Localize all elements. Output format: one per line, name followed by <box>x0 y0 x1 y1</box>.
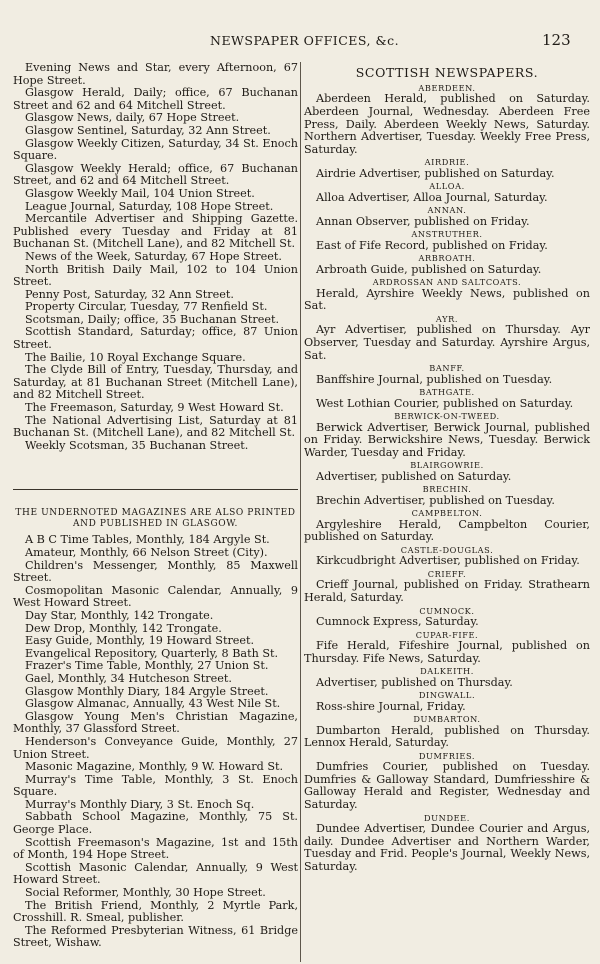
town-entry <box>304 508 590 544</box>
list-item: Children's Messenger, Monthly, 85 Maxwell Street. <box>13 558 298 585</box>
two-column-body <box>13 61 590 964</box>
list-item: Mercantile Advertiser and Shipping Gazette. Published every Tuesday and Friday at 81 Buchanan St. (Mitchell Lane), and 82 Mitchell St. <box>13 212 298 251</box>
list-item: Glasgow News, daily, 67 Hope Street. <box>25 111 240 125</box>
list-item: The National Advertising List, Saturday at 81 Buchanan St. (Mitchell Lane), and 82 Mitchell St. <box>13 413 298 440</box>
town-entry <box>304 460 590 483</box>
town-newspapers: Berwick Advertiser, Berwick Journal, published on Friday. Berwickshire News, Tuesday. Berwick Warder, Tuesday and Friday. <box>304 420 590 459</box>
list-item: The Reformed Presbyterian Witness, 61 Bridge Street, Wishaw. <box>13 923 298 950</box>
town-entry <box>304 484 590 507</box>
town-heading: CRIEFF. <box>427 568 467 579</box>
list-item: Sabbath School Magazine, Monthly, 75 St. George Place. <box>13 810 298 837</box>
town-heading: BERWICK-ON-TWEED. <box>394 411 500 422</box>
list-item: Henderson's Conveyance Guide, Monthly, 27 Union Street. <box>13 734 298 761</box>
town-newspapers: Cumnock Express, Saturday. <box>316 614 479 628</box>
town-entry <box>304 229 590 252</box>
list-item: Glasgow Weekly Mail, 104 Union Street. <box>25 186 255 200</box>
town-entry <box>304 545 590 568</box>
town-newspapers: Argyleshire Herald, Campbelton Courier, published on Saturday. <box>304 517 590 544</box>
list-item: Cosmopolitan Masonic Calendar, Annually, 9 West Howard Street. <box>13 583 298 610</box>
town-newspapers: Ayr Advertiser, published on Thursday. Ayr Observer, Tuesday and Saturday. Ayrshire Argus, Sat. <box>304 323 590 362</box>
list-item: Evangelical Repository, Quarterly, 8 Bath St. <box>25 646 279 660</box>
town-heading: DINGWALL. <box>418 690 476 701</box>
town-newspapers: Herald, Ayrshire Weekly News, published on Sat. <box>304 286 590 313</box>
magazines-heading-line: AND PUBLISHED IN GLASGOW. <box>73 519 238 530</box>
town-newspapers: Airdrie Advertiser, published on Saturday. <box>316 166 555 180</box>
list-item: Glasgow Weekly Herald; office, 67 Buchanan Street, and 62 and 64 Mitchell Street. <box>13 161 298 188</box>
town-heading: CUMNOCK. <box>419 605 475 616</box>
town-newspapers: Brechin Advertiser, published on Tuesday. <box>316 493 555 507</box>
town-newspapers: Dundee Advertiser, Dundee Courier and Argus, daily. Dundee Advertiser and Northern Warder, Tuesday and Frid. People's Journal, Weekly News, Saturday. <box>304 821 590 873</box>
list-item: Glasgow Weekly Citizen, Saturday, 34 St. Enoch Square. <box>13 136 298 163</box>
town-heading: ABERDEEN. <box>418 83 476 93</box>
right-column <box>304 62 590 873</box>
list-item: Masonic Magazine, Monthly, 9 W. Howard St. <box>25 760 284 774</box>
town-heading: BATHGATE. <box>419 387 475 398</box>
list-item: Penny Post, Saturday, 32 Ann Street. <box>25 287 234 301</box>
town-newspapers: Kirkcudbright Advertiser, published on Friday. <box>316 554 580 568</box>
list-item: Gael, Monthly, 34 Hutcheson Street. <box>25 671 232 685</box>
list-item: Scottish Masonic Calendar, Annually, 9 West Howard Street. <box>13 860 298 887</box>
town-heading: AIRDRIE. <box>424 157 470 168</box>
list-item: Frazer's Time Table, Monthly, 27 Union St. <box>25 659 269 673</box>
town-entry <box>304 157 590 180</box>
column-divider <box>300 62 301 962</box>
list-item: Amateur, Monthly, 66 Nelson Street (City). <box>25 546 268 559</box>
town-entry <box>304 277 590 313</box>
town-newspapers: Banffshire Journal, published on Tuesday. <box>316 372 553 386</box>
town-entry <box>304 751 590 812</box>
list-item: Scottish Freemason's Magazine, 1st and 15th of Month, 194 Hope Street. <box>13 835 298 862</box>
town-entry <box>304 83 590 156</box>
town-newspapers: Dumfries Courier, published on Tuesday. Dumfries & Galloway Standard, Dumfriesshire & Galloway Herald and Register, Wednesday and Saturday. <box>304 760 590 811</box>
left-column <box>13 62 298 950</box>
list-item: North British Daily Mail, 102 to 104 Union Street. <box>13 262 298 289</box>
list-item: Scottish Standard, Saturday; office, 87 Union Street. <box>13 325 298 352</box>
town-heading: ANSTRUTHER. <box>411 229 483 240</box>
list-item: The Bailie, 10 Royal Exchange Square. <box>25 350 246 364</box>
list-item: The British Friend, Monthly, 2 Myrtle Park, Crosshill. R. Smeal, publisher. <box>13 898 298 925</box>
list-item: Murray's Time Table, Monthly, 3 St. Enoch Square. <box>13 772 298 799</box>
list-item: Murray's Monthly Diary, 3 St. Enoch Sq. <box>25 797 255 811</box>
list-item: Weekly Scotsman, 35 Buchanan Street. <box>25 438 249 452</box>
town-heading: BRECHIN. <box>422 484 472 495</box>
town-heading: CASTLE-DOUGLAS. <box>400 544 494 555</box>
town-newspapers: Dumbarton Herald, published on Thursday. Lennox Herald, Saturday. <box>304 723 590 750</box>
magazines-list <box>13 534 298 950</box>
town-newspapers: Alloa Advertiser, Alloa Journal, Saturday. <box>316 190 548 204</box>
list-item: Evening News and Star, every Afternoon, 67 Hope Street. <box>13 61 298 87</box>
glasgow-newspapers-list <box>13 62 298 452</box>
list-item: The Freemason, Saturday, 9 West Howard St. <box>25 401 284 415</box>
town-entry <box>304 387 590 410</box>
town-entry <box>304 569 590 605</box>
town-newspapers: Annan Observer, published on Friday. <box>316 214 530 228</box>
town-heading: ARDROSSAN AND SALTCOATS. <box>372 277 522 288</box>
running-head: NEWSPAPER OFFICES, &c. <box>210 33 400 48</box>
town-entry <box>304 363 590 386</box>
list-item: Glasgow Almanac, Annually, 43 West Nile St. <box>25 697 281 711</box>
town-entry <box>304 630 590 666</box>
town-newspapers: Fife Herald, Fifeshire Journal, published on Thursday. Fife News, Saturday. <box>304 638 590 665</box>
town-entry <box>304 205 590 228</box>
town-newspapers: Advertiser, published on Saturday. <box>316 469 512 483</box>
list-item: A B C Time Tables, Monthly, 184 Argyle St. <box>25 533 270 547</box>
town-heading: DALKEITH. <box>420 666 474 677</box>
town-heading: BLAIRGOWRIE. <box>410 460 484 471</box>
town-heading: ANNAN. <box>427 205 467 216</box>
town-heading: ARBROATH. <box>418 253 476 264</box>
town-entry <box>304 690 590 713</box>
list-item: Scotsman, Daily; office, 35 Buchanan Street. <box>25 312 279 326</box>
town-entry <box>304 606 590 629</box>
town-heading: ALLOA. <box>429 181 465 192</box>
town-entry <box>304 314 590 362</box>
town-newspapers: Aberdeen Herald, published on Saturday. Aberdeen Journal, Wednesday. Aberdeen Free Press, Daily. Aberdeen Weekly News, Saturday. Northern Advertiser, Tuesday. Weekly Free Press, Saturday. <box>304 92 590 156</box>
list-item: Glasgow Monthly Diary, 184 Argyle Street. <box>25 684 269 698</box>
town-newspapers: Crieff Journal, published on Friday. Strathearn Herald, Saturday. <box>304 578 590 604</box>
town-heading: AYR. <box>435 313 459 324</box>
town-entry <box>304 411 590 459</box>
town-entry <box>304 813 590 874</box>
town-heading: CUPAR-FIFE. <box>415 629 479 640</box>
list-item: Day Star, Monthly, 142 Trongate. <box>25 608 214 622</box>
town-heading: BANFF. <box>429 363 465 374</box>
town-entry <box>304 714 590 750</box>
town-heading: DUMBARTON. <box>413 714 481 725</box>
list-item: Glasgow Sentinel, Saturday, 32 Ann Street. <box>25 123 271 137</box>
list-item: Dew Drop, Monthly, 142 Trongate. <box>25 621 222 635</box>
list-item: Glasgow Young Men's Christian Magazine, Monthly, 37 Glassford Street. <box>13 709 298 736</box>
list-item: Social Reformer, Monthly, 30 Hope Street. <box>25 886 266 900</box>
page-number: 123 <box>542 31 571 49</box>
magazines-heading <box>13 508 298 530</box>
town-newspapers: Ross-shire Journal, Friday. <box>316 699 466 713</box>
town-newspapers: Arbroath Guide, published on Saturday. <box>316 262 542 276</box>
town-entry <box>304 253 590 276</box>
list-item: Glasgow Herald, Daily; office, 67 Buchanan Street and 62 and 64 Mitchell Street. <box>13 86 298 112</box>
scottish-newspapers-title: SCOTTISH NEWSPAPERS. <box>355 65 539 80</box>
list-item: Easy Guide, Monthly, 19 Howard Street. <box>25 634 255 648</box>
town-heading: CAMPBELTON. <box>411 508 483 519</box>
town-heading: DUMFRIES. <box>418 750 476 761</box>
list-item: League Journal, Saturday, 108 Hope Street. <box>25 199 274 213</box>
list-item: The Clyde Bill of Entry, Tuesday, Thursday, and Saturday, at 81 Buchanan Street (Mitchell Lane), and 82 Mitchell Street. <box>13 363 298 402</box>
section-divider <box>13 489 298 490</box>
magazines-heading-line: THE UNDERNOTED MAGAZINES ARE ALSO PRINTED <box>15 508 296 519</box>
town-entry <box>304 181 590 204</box>
town-newspapers: Advertiser, published on Thursday. <box>316 675 513 689</box>
town-entry <box>304 666 590 689</box>
list-item: Property Circular, Tuesday, 77 Renfield St. <box>25 300 268 314</box>
list-item: News of the Week, Saturday, 67 Hope Street. <box>25 249 282 263</box>
town-newspapers: East of Fife Record, published on Friday. <box>316 238 548 252</box>
town-newspapers: West Lothian Courier, published on Saturday. <box>316 396 574 410</box>
town-heading: DUNDEE. <box>424 812 470 823</box>
